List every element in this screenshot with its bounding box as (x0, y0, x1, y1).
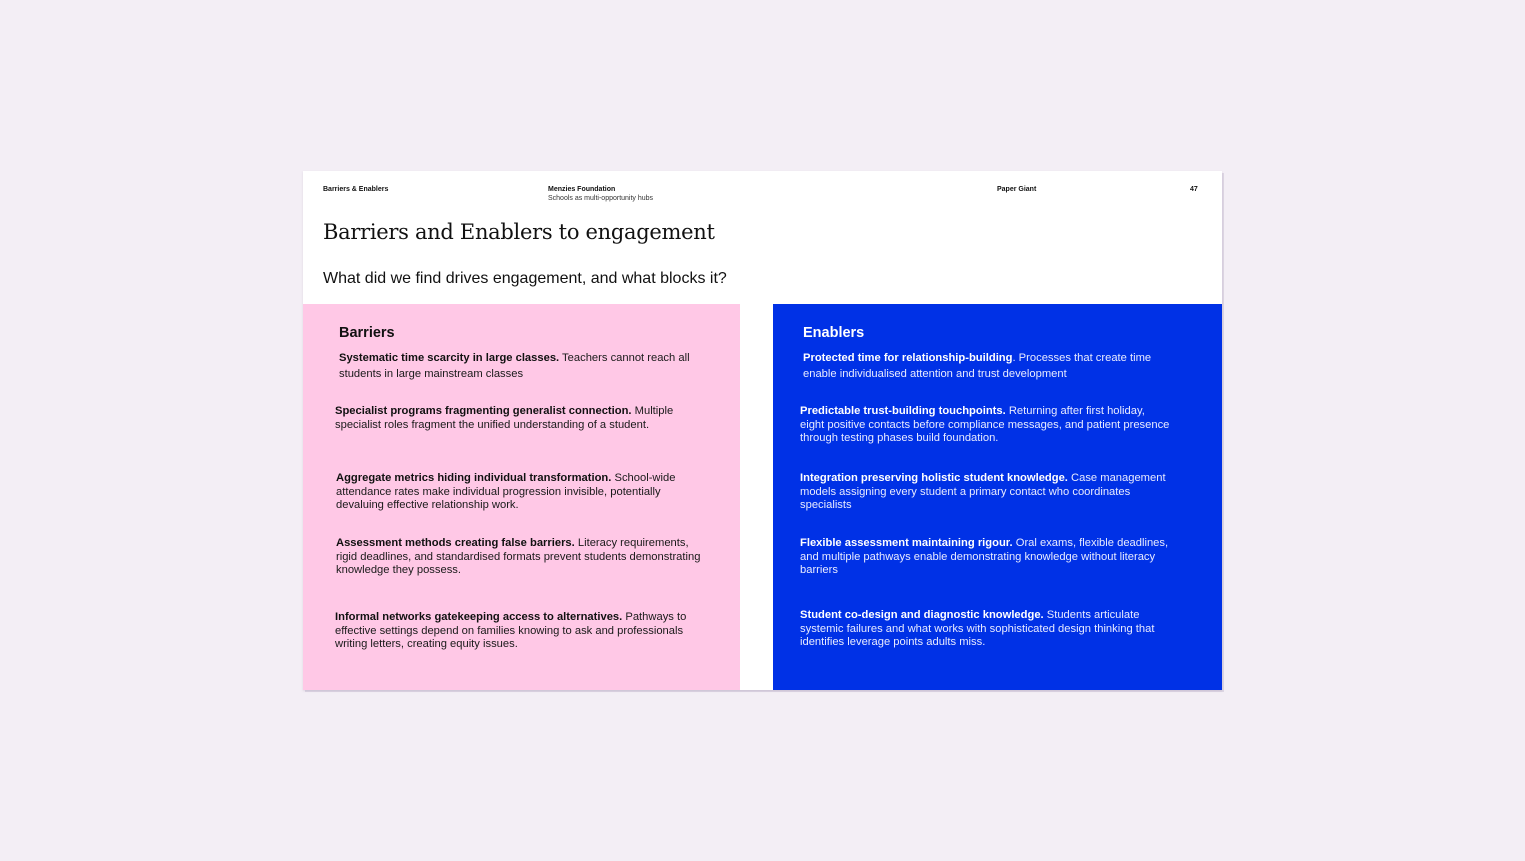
slide (303, 171, 1222, 690)
barrier-item-lead: Specialist programs fragmenting generalist connection. (335, 405, 632, 417)
enabler-item (800, 472, 1172, 513)
barrier-item-body: Literacy requirements, rigid deadlines, and standardised formats prevent students demonstrating knowledge they possess. (336, 537, 701, 576)
header-organisation (548, 185, 653, 203)
barrier-item-lead: Aggregate metrics hiding individual transformation. (336, 472, 612, 484)
enabler-item-lead: Predictable trust-building touchpoints. (800, 405, 1006, 417)
barrier-item (336, 537, 708, 578)
barriers-heading: Barriers (339, 325, 395, 341)
barrier-item-lead: Informal networks gatekeeping access to alternatives. (335, 611, 623, 623)
enabler-item-lead: Flexible assessment maintaining rigour. (800, 537, 1013, 549)
project-name: Schools as multi-opportunity hubs (548, 195, 654, 202)
organisation-name: Menzies Foundation (548, 186, 616, 193)
barrier-item-lead: Systematic time scarcity in large classes. (339, 352, 560, 364)
barrier-item (335, 611, 707, 652)
enabler-item-lead: Protected time for relationship-building (803, 352, 1013, 364)
enabler-item (800, 609, 1172, 650)
barrier-item-body: Teachers cannot reach all students in large mainstream classes (339, 352, 690, 380)
barrier-item-lead: Assessment methods creating false barriers. (336, 537, 575, 549)
barriers-panel (303, 304, 740, 690)
barrier-item-body: Multiple specialist roles fragment the unified understanding of a student. (335, 405, 674, 431)
enabler-item-body: Returning after first holiday, eight positive contacts before compliance messages, and patient presence through testing phases build foundation. (800, 405, 1170, 444)
page-title: Barriers and Enablers to engagement (323, 220, 715, 244)
enablers-panel (773, 304, 1222, 690)
enablers-heading: Enablers (803, 325, 865, 341)
barrier-item-body: Pathways to effective settings depend on families knowing to ask and professionals writing letters, creating equity issues. (335, 611, 687, 650)
page-number: 47 (1190, 186, 1198, 193)
enabler-item (800, 405, 1172, 446)
barrier-item (339, 351, 709, 382)
enabler-item-lead: Integration preserving holistic student knowledge. (800, 472, 1068, 484)
enabler-item-lead: Student co-design and diagnostic knowledge. (800, 609, 1044, 621)
enabler-item-body: Students articulate systemic failures and what works with sophisticated design thinking that identifies leverage points adults miss. (800, 609, 1155, 648)
barrier-item (336, 472, 701, 513)
header-section-label: Barriers & Enablers (323, 186, 389, 193)
page-subtitle: What did we find drives engagement, and what blocks it? (323, 270, 727, 287)
enabler-item-body: Oral exams, flexible deadlines, and multiple pathways enable demonstrating knowledge without literacy barriers (800, 537, 1169, 576)
enabler-item (800, 537, 1170, 578)
enabler-item (803, 351, 1173, 382)
header-agency: Paper Giant (997, 186, 1037, 193)
barrier-item-body: School-wide attendance rates make individual progression invisible, potentially devaluing effective relationship work. (336, 472, 676, 511)
barrier-item (335, 405, 705, 432)
enabler-item-body: . Processes that create time enable individualised attention and trust development (803, 352, 1152, 380)
enabler-item-body: Case management models assigning every student a primary contact who coordinates specialists (800, 472, 1166, 511)
